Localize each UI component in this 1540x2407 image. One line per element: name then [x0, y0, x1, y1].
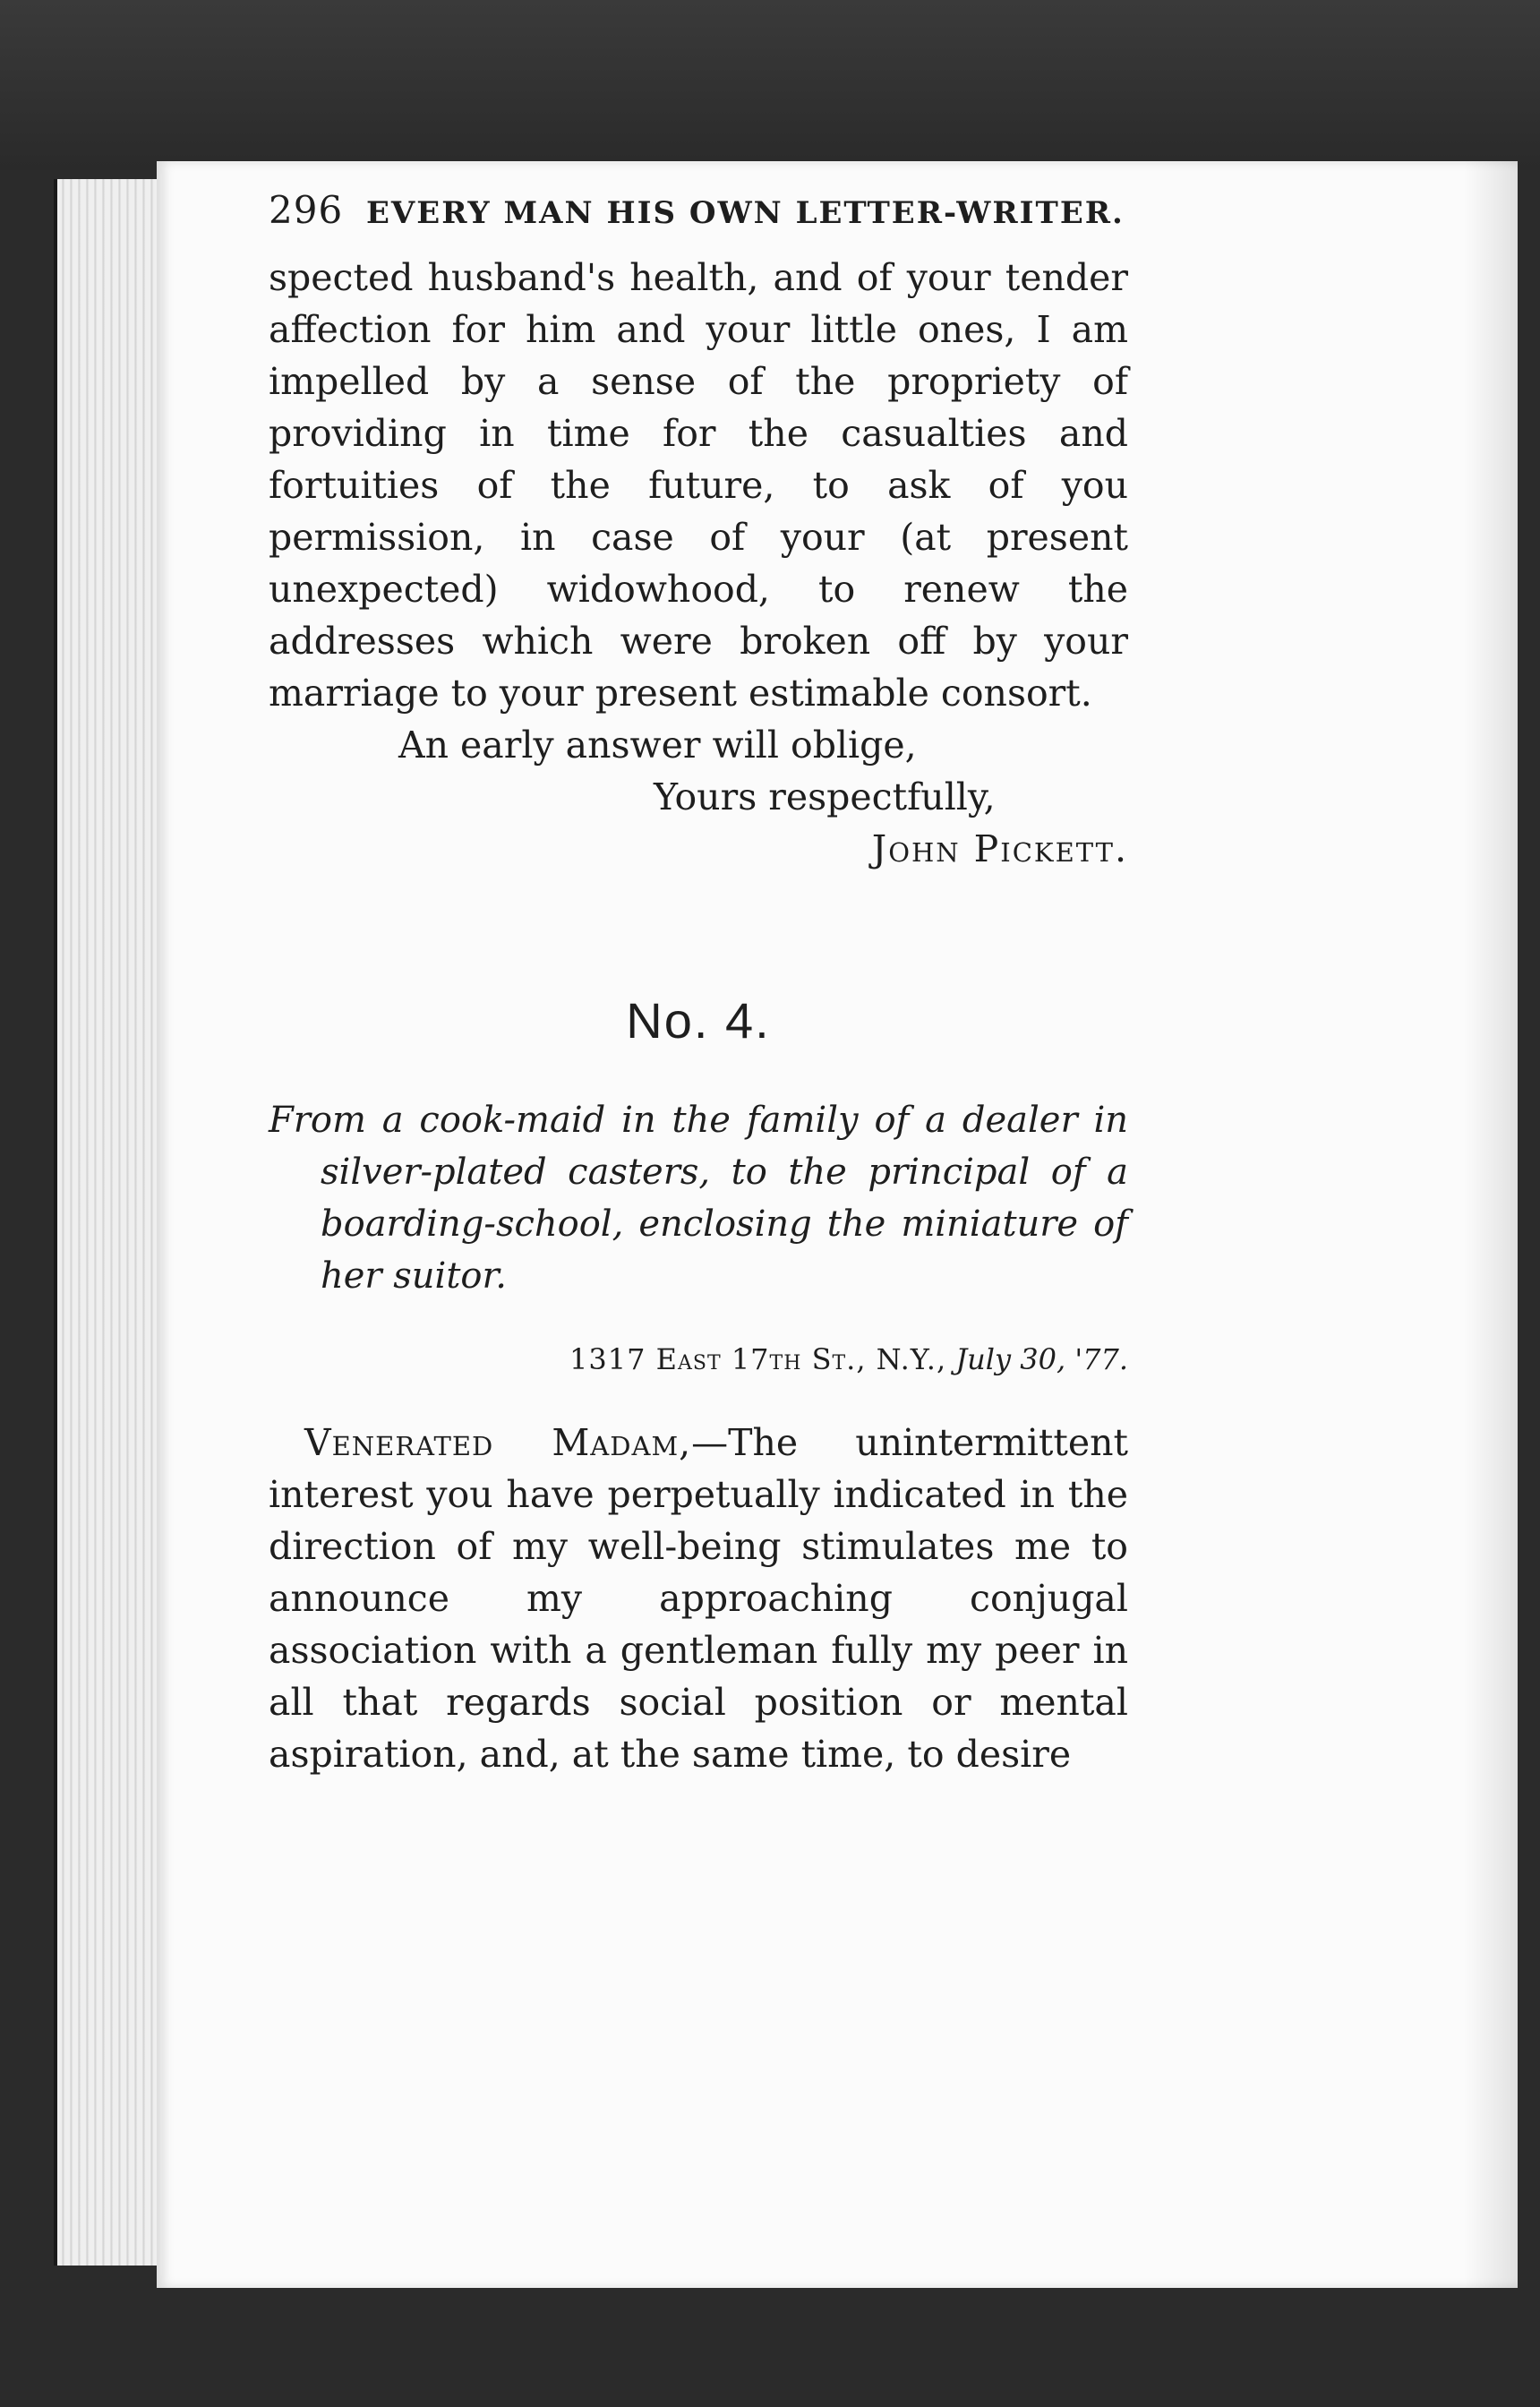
page-number: 296 — [269, 188, 344, 232]
book-page-edges — [54, 179, 165, 2266]
letter-four-salutation: Venerated Madam, — [304, 1421, 692, 1464]
scan-backdrop — [0, 0, 1540, 170]
gutter-shadow — [1464, 161, 1518, 2288]
letter-three-complimentary-close: Yours respectfully, — [654, 775, 996, 818]
letter-three-closing: An early answer will oblige, — [398, 724, 917, 767]
letter-three-signature: John Pickett. — [871, 827, 1128, 870]
letter-three-body: spected husband's health, and of your tender affection for him and your little ones, I am impelled by a sense of the propriety of providing in time for the casualties and fortuities of the future, to ask of you permission, in case of your (at present unexpected) widowhood, to renew the addresses which were broken off by your marriage to your present estimable consort. — [269, 256, 1128, 715]
letter-four-body: —The unintermittent interest you have perpetually indicated in the direction of my well-being stimulates me to announce my approaching conjugal association with a gentleman fully my peer in all that regards social position or mental aspiration, and, at the same time, to desire — [269, 1421, 1128, 1776]
letter-four-body-paragraph — [269, 1417, 1128, 1780]
page-text-block — [269, 188, 1128, 1780]
letter-number-heading: No. 4. — [626, 992, 771, 1049]
running-head — [269, 188, 1128, 232]
letter-four-address-line — [269, 1338, 1128, 1381]
letter-four-address: 1317 East 17th St., N.Y., — [569, 1342, 947, 1376]
letter-four-date: July 30, '77. — [955, 1342, 1128, 1376]
running-title: EVERY MAN HIS OWN LETTER-WRITER. — [365, 195, 1125, 231]
letter-four-description: From a cook-maid in the family of a dealer in silver-plated casters, to the principal of a boarding-school, enclosing the miniature of her suitor. — [269, 1100, 1128, 1297]
